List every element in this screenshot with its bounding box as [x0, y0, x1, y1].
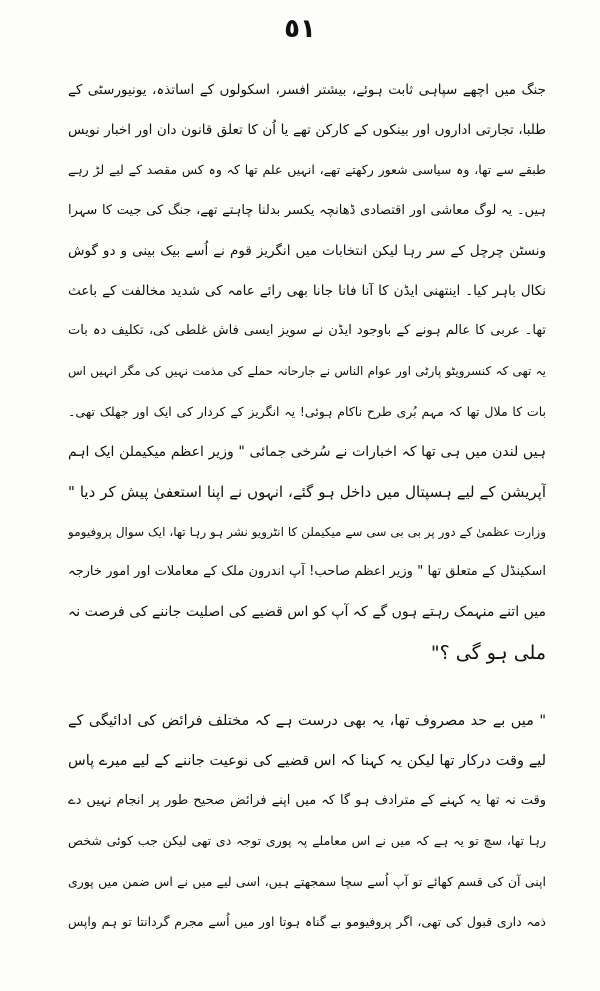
text-line: اسکینڈل کے متعلق تھا " وزیر اعظم صاحب! آپ اندرون ملک کے معاملات اور امور خارجہ	[68, 564, 546, 580]
text-line: آپریشن کے لیے ہسپتال میں داخل ہو گئے، انہوں نے اپنا استعفیٰ پیش کر دیا "	[68, 482, 546, 501]
text-line: میں اتنے منہمک رہتے ہوں گے کہ آپ کو اس قضیے کی اصلیت جاننے کی فرصت نہ	[68, 604, 546, 621]
text-line: وزارت عظمیٰ کے دور پر بی بی سی سے میکیملن کا انٹرویو نشر ہو رہا تھا، ایک سوال پروفیومو	[68, 525, 546, 540]
text-line: بات کا ملال تھا کہ مہم بُری طرح ناکام ہوئی! یہ انگریز کے کردار کی ایک اور جھلک تھی۔	[68, 403, 546, 419]
text-line: طبقے سے تھا، وہ سیاسی شعور رکھتے تھے، انہیں علم تھا کہ وہ کس مقصد کے لیے لڑ رہے	[68, 162, 546, 178]
text-line: ہیں۔ یہ لوگ معاشی اور اقتصادی ڈھانچہ یکسر بدلنا چاہتے تھے، جنگ کی جیت کا سہرا	[68, 202, 546, 218]
paragraph-1	[68, 70, 546, 673]
text-line: نکال باہر کیا۔ اینتھنی ایڈن کا آنا فانا جانا بھی رائے عامہ کی شدید مخالفت کے باعث	[68, 282, 546, 299]
text-line-last: ملی ہو گی ؟"	[430, 641, 546, 664]
text-line: " میں بے حد مصروف تھا، یہ بھی درست ہے کہ مختلف فرائض کی ادائیگی کے	[68, 712, 546, 729]
page-number: ٥١	[284, 14, 316, 44]
text-line: ہیں لندن میں ہی تھا کہ اخبارات نے سُرخی جمائی " وزیر اعظم میکیملن ایک اہم	[68, 443, 546, 460]
text-line: جنگ میں اچھے سپاہی ثابت ہوئے، بیشتر افسر، اسکولوں کے اساتذہ، یونیورسٹی کے	[68, 82, 546, 98]
page-body	[68, 70, 546, 942]
text-line: رہا تھا، سچ تو یہ ہے کہ میں نے اس معاملے پہ پوری توجہ دی تھی لیکن جب کوئی شخص	[68, 833, 546, 849]
text-line: یہ تھی کہ کنسرویٹو پارٹی اور عوام الناس نے جارحانہ حملے کی مذمت نہیں کی مگر انہیں اس	[68, 364, 546, 379]
text-line: ونسٹن چرچل کے سر رہا لیکن انتخابات میں انگریز قوم نے اُسے بیک بینی و دو گوش	[68, 242, 546, 259]
text-line: ذمہ داری قبول کی تھی، اگر پروفیومو بے گناہ ہوتا اور میں اُسے مجرم گردانتا تو ہم واپس	[68, 913, 546, 929]
text-line: لیے وقت درکار تھا لیکن یہ کہنا کہ اس قضیے کی نوعیت جاننے کے لیے میرے پاس	[68, 753, 546, 769]
text-line: اپنی آن کی قسم کھائے تو آپ اُسے سچا سمجھتے ہیں، اسی لیے میں نے اس ضمن میں پوری	[68, 873, 546, 889]
paragraph-spacer	[68, 673, 546, 701]
text-line: وقت نہ تھا یہ کہنے کے مترادف ہو گا کہ میں اپنے فرائض صحیح طور پر انجام نہیں دے	[68, 793, 546, 809]
text-line: تھا۔ عربی کا عالم ہونے کے باوجود ایڈن نے سویز ایسی فاش غلطی کی، تکلیف دہ بات	[68, 323, 546, 339]
paragraph-2	[68, 701, 546, 942]
text-line: طلبا، تجارتی اداروں اور بینکوں کے کارکن تھے یا اُن کا تعلق قانون دان اور اخبار نویس	[68, 122, 546, 139]
